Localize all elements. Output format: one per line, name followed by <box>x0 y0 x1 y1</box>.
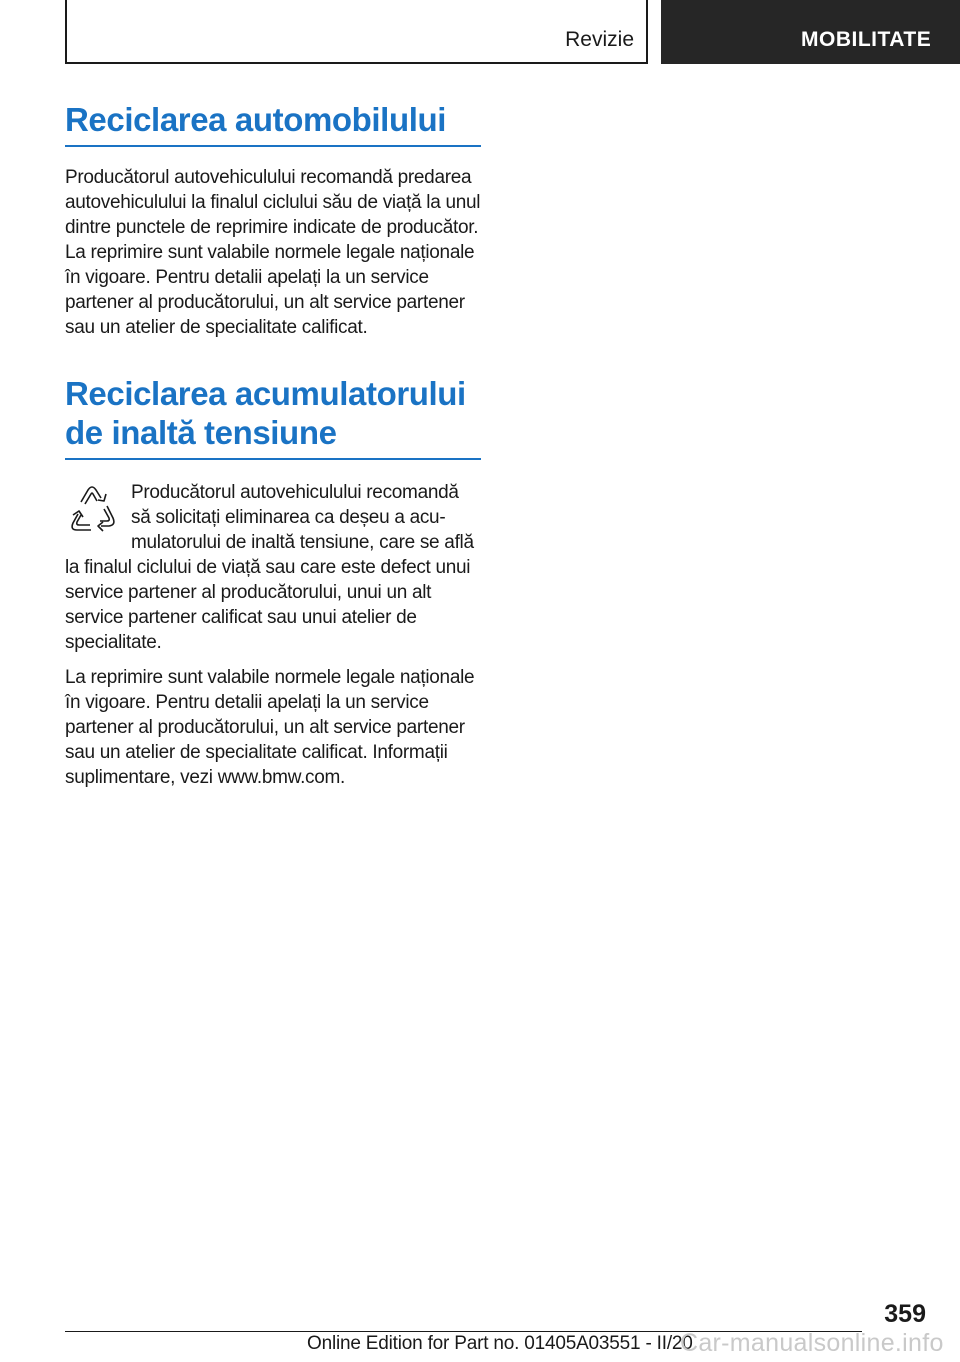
section-title-vehicle-recycling: Reciclarea automobilului <box>65 100 481 147</box>
chapter-tab <box>661 0 960 64</box>
page-number: 359 <box>884 1300 926 1328</box>
recycle-icon <box>65 480 119 540</box>
battery-title-line1: Reciclarea acumulatorului <box>65 375 466 412</box>
header-section-box <box>65 0 648 64</box>
battery-title-line2: de inaltă tensiune <box>65 414 337 451</box>
vehicle-recycling-paragraph: Producătorul autovehiculului recomandă predarea autovehiculului la finalul ciclului său de viață la unul dintre punctele de reprimire indicate de producător. La reprimire sunt valabile normele legale naționale în vigoare. Pentru detalii apelați la un service partener al producătorului, un alt service partener sau un atelier de specialitate calificat. <box>65 167 481 338</box>
battery-recycling-paragraph-2: La reprimire sunt valabile normele legale naționale în vigoare. Pentru detalii apelați la un service partener al producătorului, un alt service partener sau un atelier de specialitate calificat. Informații suplimentare, vezi www.bmw.com. <box>65 667 475 788</box>
section-title-battery-recycling <box>65 374 481 460</box>
edition-note: Online Edition for Part no. 01405A03551 - II/20 <box>307 1333 693 1354</box>
battery-recycling-paragraph-1: Producătorul autovehiculului recomandă să solicitați eliminarea ca deșeu a acumulatorului de inaltă tensiune, care se află la finalul ciclului de viață sau care este defect unui service partener al producătorului, unui un alt service partener calificat sau unui atelier de specialitate. <box>65 482 474 653</box>
section-label: Revizie <box>565 28 634 51</box>
chapter-label: MOBILITATE <box>801 28 932 51</box>
watermark: Car-manualsonline.info <box>680 1329 944 1357</box>
battery-recycling-block <box>65 480 481 655</box>
page-content <box>65 100 481 790</box>
